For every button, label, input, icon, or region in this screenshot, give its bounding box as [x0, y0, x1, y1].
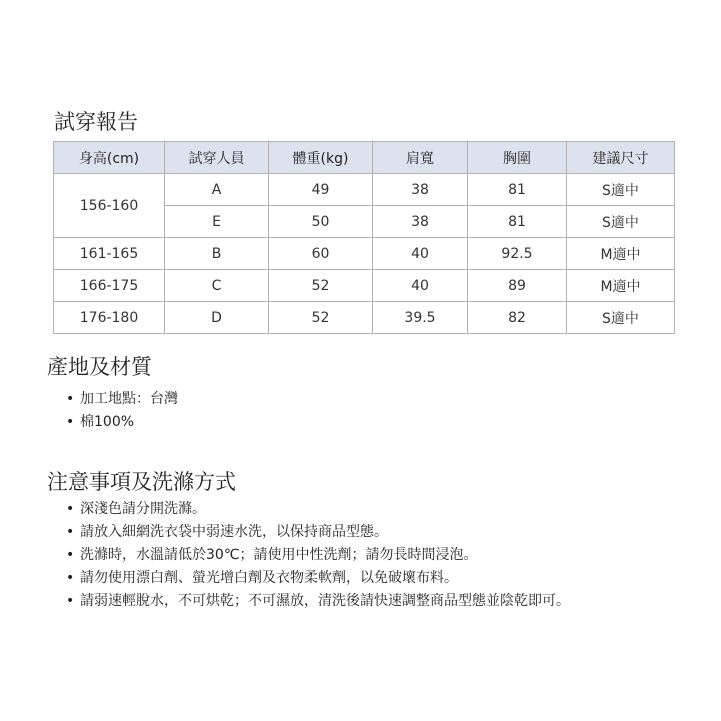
shoulder-cell: 39.5 — [373, 302, 468, 334]
list-item: • 洗滌時，水溫請低於30℃；請使用中性洗劑；請勿長時間浸泡。 — [66, 544, 570, 567]
list-item: • 深淺色請分開洗滌。 — [66, 498, 570, 521]
weight-cell: 49 — [269, 174, 373, 206]
size-cell: M適中 — [567, 270, 675, 302]
list-item: • 棉100% — [66, 411, 178, 434]
height-cell: 161-165 — [54, 238, 165, 270]
care-instructions-list — [66, 498, 570, 613]
person-cell: D — [165, 302, 269, 334]
header-weight: 體重(kg) — [269, 142, 373, 174]
chest-cell: 82 — [468, 302, 567, 334]
size-cell: S適中 — [567, 206, 675, 238]
table-row — [54, 302, 675, 334]
weight-cell: 52 — [269, 302, 373, 334]
weight-cell: 60 — [269, 238, 373, 270]
list-item: • 請弱速輕脫水，不可烘乾；不可濕放，清洗後請快速調整商品型態並陰乾即可。 — [66, 590, 570, 613]
list-item: • 請勿使用漂白劑、螢光增白劑及衣物柔軟劑，以免破壞布料。 — [66, 567, 570, 590]
fitting-report-title: 試穿報告 — [54, 110, 138, 134]
fitting-report-table — [53, 141, 675, 334]
care-instructions-title: 注意事項及洗滌方式 — [47, 470, 236, 494]
list-item: • 加工地點：台灣 — [66, 388, 178, 411]
header-size: 建議尺寸 — [567, 142, 675, 174]
height-cell: 156-160 — [54, 174, 165, 238]
person-cell: B — [165, 238, 269, 270]
table-row — [54, 270, 675, 302]
weight-cell: 50 — [269, 206, 373, 238]
size-cell: S適中 — [567, 302, 675, 334]
origin-material-title: 產地及材質 — [47, 355, 152, 379]
origin-material-list — [66, 388, 178, 434]
table-header-row — [54, 142, 675, 174]
table-row — [54, 238, 675, 270]
header-person: 試穿人員 — [165, 142, 269, 174]
table-row — [54, 174, 675, 206]
chest-cell: 89 — [468, 270, 567, 302]
height-cell: 176-180 — [54, 302, 165, 334]
list-item: • 請放入細網洗衣袋中弱速水洗，以保持商品型態。 — [66, 521, 570, 544]
shoulder-cell: 40 — [373, 270, 468, 302]
size-cell: M適中 — [567, 238, 675, 270]
person-cell: C — [165, 270, 269, 302]
header-shoulder: 肩寬 — [373, 142, 468, 174]
chest-cell: 92.5 — [468, 238, 567, 270]
size-cell: S適中 — [567, 174, 675, 206]
shoulder-cell: 38 — [373, 206, 468, 238]
person-cell: E — [165, 206, 269, 238]
chest-cell: 81 — [468, 206, 567, 238]
weight-cell: 52 — [269, 270, 373, 302]
header-height: 身高(cm) — [54, 142, 165, 174]
shoulder-cell: 40 — [373, 238, 468, 270]
person-cell: A — [165, 174, 269, 206]
header-chest: 胸圍 — [468, 142, 567, 174]
height-cell: 166-175 — [54, 270, 165, 302]
shoulder-cell: 38 — [373, 174, 468, 206]
chest-cell: 81 — [468, 174, 567, 206]
